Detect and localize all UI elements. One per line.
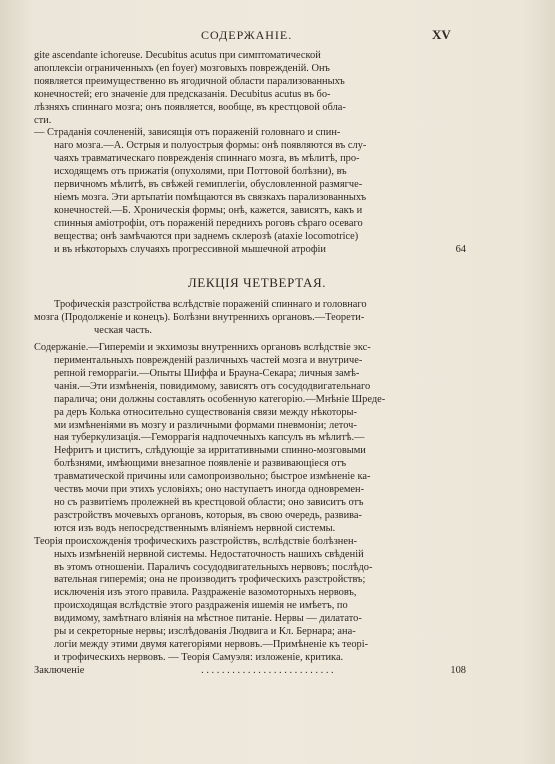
text-line: но съ развитіемъ пролежней въ крестцовой области; оно зависитъ отъ [54,497,364,508]
text-line: апоплексіи ограниченныхъ (en foyer) мозговыхъ поврежденій. Онъ [34,62,330,74]
text-line: чаяхъ травматическаго поврежденія спиннаго мозга, въ мѣлитѣ, про- [54,153,360,165]
lecture-title: ЛЕКЦІЯ ЧЕТВЕРТАЯ. [187,274,327,290]
text-line: спинныя аміотрофіи, отъ пораженій переднихъ роговъ сѣраго осеваго [54,217,363,229]
text-line: лѣзняхъ спиннаго мозга; онъ появляется, вообще, въ крестцовой обла- [34,101,346,113]
text-line: ра деръ Колька относительно существованія связи между нѣкоторы- [54,406,357,418]
lecture-topic [34,299,466,338]
dot-leader: . . . . . . . . . . . . . . . . . . . . . . . . . . [201,664,334,676]
page-content [34,50,466,678]
text-line: въ этомъ отношеніи. Параличъ сосудодвигательныхъ нервовъ; послѣдо- [54,561,373,573]
text-line: Нефритъ и циститъ, слѣдующіе за ирритативными спинно-мозговыми [54,445,366,457]
toc-entry-text: и въ нѣкоторыхъ случаяхъ прогрессивной мышечной атрофіи [54,243,326,255]
text-line: чествъ мочи при этихъ условіяхъ; оно наступаетъ иногда одновремен- [54,484,365,496]
text-line: ются изъ водъ непосредственнымъ вліяніемъ нервной системы. [54,522,336,534]
page-number: XV [432,27,451,42]
topic-line: мозга (Продолженіе и конецъ). Болѣзни внутреннихъ органовъ.—Теорети- [34,312,365,324]
text-line: происходящая вслѣдствіе этого раздраженія ишемія не имѣетъ, по [54,600,348,612]
text-line: репной геморрагіи.—Опыты Шиффа и Брауна-Секара; личныя замѣ- [54,367,360,379]
text-line: видимому, замѣтнаго вліянія на мѣстное питаніе. Нервы — дилатато- [54,613,362,625]
text-line: периментальныхъ поврежденій различныхъ частей мозга и внутриче- [54,355,363,367]
text-line: Теорія происхожденія трофическихъ разстройствъ, вслѣдствіе болѣзнен- [34,535,357,547]
text-line: наго мозга.—А. Острыя и полуострыя формы: онѣ появляются въ слу- [54,140,367,152]
text-line: конечностей; его значеніе для предсказанія. Decubitus acutus въ бо- [34,88,331,100]
text-line: ніемъ мозга. Эти артьпатіи помѣщаются въ связкахъ парализованныхъ [54,191,367,203]
toc-page-number: 64 [455,243,466,255]
text-line: логіи между этими двумя категоріями нервовъ.—Примѣненіе къ теорі- [54,638,369,650]
section-decubitus [34,50,466,127]
toc-entry-line [34,244,466,257]
text-line: разстройствъ мочевыхъ органовъ, которыя, въ свою очередь, развива- [54,509,362,521]
text-line: вательная гиперемія; она не производитъ трофическихъ разстройствъ; [54,574,366,586]
summary-block [34,342,466,536]
topic-line: Трофическія разстройства вслѣдствіе пораженій спиннаго и головнаго [54,299,367,311]
section-joints [34,127,466,256]
theory-block [34,536,466,665]
text-line: чанія.—Эти измѣненія, повидимому, зависятъ отъ сосудодвигательнаго [54,380,371,392]
text-line: ныхъ измѣненій нервной системы. Недостаточность нашихъ свѣденій [54,548,364,560]
text-line: gite ascendante ichoreuse. Decubitus acutus при симптоматической [34,50,321,61]
text-line: первичномъ мѣлитѣ, въ свѣжей гемиплегіи, обусловленной размягче- [54,179,363,191]
toc-entry-conclusion [34,665,466,678]
text-line: появляется преимущественно въ ягодичной области парализованныхъ [34,75,345,87]
running-header [0,28,555,44]
text-line: вещества; онѣ замѣчаются при заднемъ склерозѣ (ataxie locomotrice) [54,230,359,242]
toc-page-number: 108 [450,664,466,676]
text-line: ры и секреторные нервы; изслѣдованія Людвига и Кл. Бернара; ана- [54,626,356,638]
text-line: ная туберкулизація.—Геморрагія надпочечныхъ капсулъ въ мѣлитѣ.— [54,432,365,444]
text-line: паралича; они должны составлять особенную категорію.—Мнѣніе Шреде- [54,393,386,405]
text-line: исходящемъ отъ прижатія (опухолями, при Поттовой болѣзни), въ [54,166,347,178]
text-line: болѣзнями, имѣющими внезапное появленіе и развивающіеся отъ [54,458,347,470]
text-line: исключенія изъ этого правила. Раздраженіе вазомоторныхъ нервовъ, [54,587,357,599]
text-line: — Страданія сочлененій, зависящія отъ пораженій головнаго и спин- [34,127,341,139]
text-line: и трофическихъ нервовъ. — Теорія Самуэля: изложеніе, критика. [54,651,344,663]
topic-line: ческая часть. [94,325,152,337]
text-line: ми измѣненіями въ мозгу и различными формами пневмоніи; леточ- [54,419,357,431]
header-title: СОДЕРЖАНІЕ. [201,28,293,42]
toc-entry-text: Заключеніе [34,664,85,676]
text-line: Содержаніе.—Гипереміи и экхимозы внутреннихъ органовъ вслѣдствіе экс- [34,342,371,354]
text-line: конечностей.—Б. Хроническія формы; онѣ, кажется, зависятъ, какъ и [54,204,363,216]
text-line: сти. [34,114,52,126]
text-line: травматической причины или самопроизвольно; быстрое измѣненіе ка- [54,471,371,483]
